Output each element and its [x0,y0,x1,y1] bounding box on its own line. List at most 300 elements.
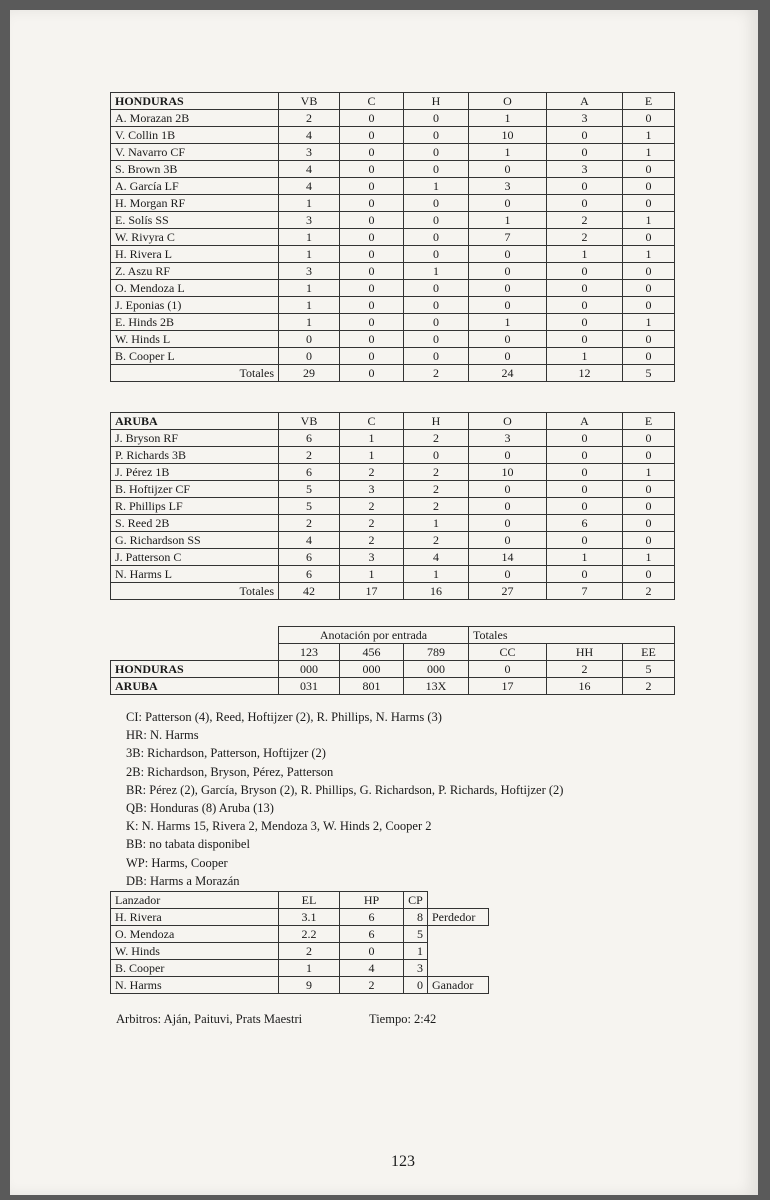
column-header: A [547,413,623,430]
score-cell: 000 [279,661,340,678]
stat-cell: 0 [404,331,469,348]
stat-cell: 1 [623,314,675,331]
stat-cell: 1 [623,144,675,161]
decision-label [428,943,489,960]
stat-cell: 0 [340,943,404,960]
stat-cell: 1 [469,110,547,127]
stat-cell: 0 [279,348,340,365]
stat-cell: 14 [469,549,547,566]
player-name: S. Brown 3B [111,161,279,178]
stat-cell: 0 [404,447,469,464]
stat-cell: 0 [340,144,404,161]
decision-label [428,926,489,943]
total-cell: 17 [340,583,404,600]
stat-cell: 0 [623,161,675,178]
stat-cell: 2 [340,532,404,549]
table-row [111,515,675,532]
stat-cell: 0 [340,348,404,365]
stat-cell: 1 [469,314,547,331]
table-row [111,464,675,481]
stat-cell: 2 [279,110,340,127]
stat-cell: 0 [340,280,404,297]
table-row [111,960,489,977]
stat-cell: 0 [623,532,675,549]
total-col-header: CC [469,644,547,661]
table-row [111,481,675,498]
column-header [428,892,489,909]
stat-cell: 3 [279,212,340,229]
stat-cell: 0 [404,161,469,178]
player-name: J. Pérez 1B [111,464,279,481]
stat-cell: 4 [279,178,340,195]
total-cell: 2 [404,365,469,382]
player-name: J. Bryson RF [111,430,279,447]
stat-cell: 2 [404,532,469,549]
stat-cell: 3 [279,263,340,280]
stat-cell: 0 [469,161,547,178]
stat-cell: 0 [547,144,623,161]
total-col-header: HH [547,644,623,661]
linescore-row [111,661,675,678]
aruba-totals-row [111,583,675,600]
stat-cell: 0 [623,331,675,348]
stat-cell: 1 [623,127,675,144]
stat-cell: 0 [469,246,547,263]
stat-cell: 1 [404,943,428,960]
player-name: A. García LF [111,178,279,195]
column-header: VB [279,93,340,110]
stat-cell: 0 [547,498,623,515]
table-row [111,263,675,280]
stat-cell: 0 [547,331,623,348]
stat-cell: 3 [469,178,547,195]
stat-cell: 0 [623,110,675,127]
note-line: WP: Harms, Cooper [126,855,228,870]
stat-cell: 1 [404,566,469,583]
stat-cell: 0 [340,314,404,331]
stat-cell: 6 [340,926,404,943]
stat-cell: 0 [404,348,469,365]
stat-cell: 2 [340,464,404,481]
stat-cell: 1 [279,280,340,297]
stat-cell: 1 [279,246,340,263]
stat-cell: 4 [279,127,340,144]
team-name: ARUBA [111,678,279,695]
player-name: J. Patterson C [111,549,279,566]
stat-cell: 0 [623,297,675,314]
stat-cell: 4 [404,549,469,566]
stat-cell: 0 [404,246,469,263]
player-name: S. Reed 2B [111,515,279,532]
stat-cell: 0 [340,127,404,144]
column-header: C [340,413,404,430]
score-cell: 0 [469,661,547,678]
stat-cell: 0 [340,263,404,280]
stat-cell: 0 [547,178,623,195]
honduras-totals-row [111,365,675,382]
table-row [111,127,675,144]
stat-cell: 5 [279,481,340,498]
player-name: G. Richardson SS [111,532,279,549]
stat-cell: 6 [547,515,623,532]
stat-cell: 0 [404,280,469,297]
totals-label: Totales [111,583,279,600]
player-name: H. Rivera L [111,246,279,263]
pitcher-name: N. Harms [111,977,279,994]
honduras-header-row [111,93,675,110]
column-header: A [547,93,623,110]
stat-cell: 0 [623,178,675,195]
table-row [111,977,489,994]
table-row [111,909,489,926]
stat-cell: 0 [340,229,404,246]
note-line: K: N. Harms 15, Rivera 2, Mendoza 3, W. Hinds 2, Cooper 2 [126,819,432,834]
stat-cell: 0 [623,430,675,447]
table-row [111,161,675,178]
stat-cell: 0 [469,348,547,365]
table-row [111,498,675,515]
table-row [111,297,675,314]
stat-cell: 4 [340,960,404,977]
column-header: H [404,93,469,110]
stat-cell: 0 [547,314,623,331]
stat-cell: 6 [340,909,404,926]
stat-cell: 0 [547,280,623,297]
total-cell: 27 [469,583,547,600]
player-name: O. Mendoza L [111,280,279,297]
stat-cell: 6 [279,549,340,566]
stat-cell: 0 [340,246,404,263]
column-header: H [404,413,469,430]
totals-label: Totales [111,365,279,382]
inning-group: 456 [340,644,404,661]
stat-cell: 2 [404,481,469,498]
score-cell: 031 [279,678,340,695]
stat-cell: 1 [623,246,675,263]
stat-cell: 0 [623,195,675,212]
stat-cell: 6 [279,464,340,481]
stat-cell: 0 [469,297,547,314]
stat-cell: 0 [623,447,675,464]
team-name: HONDURAS [111,93,279,110]
table-row [111,280,675,297]
stat-cell: 0 [340,161,404,178]
score-cell: 13X [404,678,469,695]
column-header: VB [279,413,340,430]
stat-cell: 0 [547,447,623,464]
stat-cell: 0 [469,498,547,515]
linescore-totals-header: Totales [469,627,675,644]
stat-cell: 1 [547,246,623,263]
player-name: V. Navarro CF [111,144,279,161]
table-row [111,943,489,960]
scanned-book-page [10,10,758,1195]
stat-cell: 1 [279,297,340,314]
stat-cell: 0 [404,977,428,994]
stat-cell: 0 [469,515,547,532]
column-header: O [469,413,547,430]
table-row [111,348,675,365]
decision-label: Perdedor [428,909,489,926]
stat-cell: 0 [623,498,675,515]
stat-cell: 0 [404,297,469,314]
column-header: EL [279,892,340,909]
stat-cell: 2 [547,212,623,229]
stat-cell: 0 [623,280,675,297]
player-name: A. Morazan 2B [111,110,279,127]
table-row [111,549,675,566]
table-row [111,447,675,464]
stat-cell: 0 [623,229,675,246]
stat-cell: 0 [547,297,623,314]
player-name: V. Collin 1B [111,127,279,144]
stat-cell: 3 [340,481,404,498]
linescore-table [110,626,675,695]
stat-cell: 2 [547,229,623,246]
table-row [111,331,675,348]
stat-cell: 0 [469,280,547,297]
table-row [111,110,675,127]
stat-cell: 0 [340,178,404,195]
column-header: E [623,93,675,110]
table-row [111,314,675,331]
stat-cell: 9 [279,977,340,994]
stat-cell: 3 [404,960,428,977]
total-cell: 29 [279,365,340,382]
note-line: 3B: Richardson, Patterson, Hoftijzer (2) [126,746,326,761]
table-row [111,246,675,263]
stat-cell: 0 [623,348,675,365]
stat-cell: 1 [279,229,340,246]
pitcher-name: O. Mendoza [111,926,279,943]
umpires-line: Arbitros: Aján, Paituvi, Prats Maestri [116,1012,303,1026]
stat-cell: 0 [623,566,675,583]
stat-cell: 0 [469,566,547,583]
stat-cell: 0 [340,195,404,212]
player-name: W. Rivyra C [111,229,279,246]
table-row [111,532,675,549]
note-line: QB: Honduras (8) Aruba (13) [126,801,274,816]
stat-cell: 0 [404,144,469,161]
stat-cell: 2.2 [279,926,340,943]
column-header: Lanzador [111,892,279,909]
stat-cell: 2 [279,447,340,464]
stat-cell: 5 [279,498,340,515]
stat-cell: 1 [547,348,623,365]
stat-cell: 3 [547,110,623,127]
stat-cell: 1 [340,447,404,464]
stat-cell: 0 [404,212,469,229]
player-name: J. Eponias (1) [111,297,279,314]
decision-label: Ganador [428,977,489,994]
note-line: CI: Patterson (4), Reed, Hoftijzer (2), R. Phillips, N. Harms (3) [126,710,442,724]
score-cell: 17 [469,678,547,695]
pitcher-name: H. Rivera [111,909,279,926]
game-time: Tiempo: 2:42 [369,1012,437,1026]
stat-cell: 1 [279,314,340,331]
column-header: O [469,93,547,110]
total-cell: 16 [404,583,469,600]
stat-cell: 7 [469,229,547,246]
stat-cell: 1 [469,144,547,161]
team-name: HONDURAS [111,661,279,678]
stat-cell: 0 [340,212,404,229]
stat-cell: 2 [279,515,340,532]
stat-cell: 8 [404,909,428,926]
stat-cell: 2 [340,977,404,994]
pitcher-name: W. Hinds [111,943,279,960]
stat-cell: 0 [547,127,623,144]
stat-cell: 0 [469,195,547,212]
stat-cell: 2 [404,464,469,481]
player-name: N. Harms L [111,566,279,583]
stat-cell: 6 [279,566,340,583]
stat-cell: 10 [469,127,547,144]
player-name: E. Hinds 2B [111,314,279,331]
stat-cell: 0 [623,515,675,532]
stat-cell: 3.1 [279,909,340,926]
score-cell: 2 [623,678,675,695]
stat-cell: 0 [623,481,675,498]
stat-cell: 0 [547,532,623,549]
pitcher-name: B. Cooper [111,960,279,977]
stat-cell: 6 [279,430,340,447]
score-cell: 16 [547,678,623,695]
stat-cell: 1 [404,263,469,280]
stat-cell: 1 [469,212,547,229]
pitching-table [110,891,489,994]
total-cell: 24 [469,365,547,382]
stat-cell: 0 [279,331,340,348]
score-cell: 2 [547,661,623,678]
table-row [111,926,489,943]
stat-cell: 1 [623,549,675,566]
stat-cell: 0 [340,110,404,127]
stat-cell: 0 [404,314,469,331]
stat-cell: 2 [279,943,340,960]
stat-cell: 0 [340,331,404,348]
team-name: ARUBA [111,413,279,430]
column-header: C [340,93,404,110]
player-name: Z. Aszu RF [111,263,279,280]
stat-cell: 0 [469,481,547,498]
stat-cell: 1 [623,464,675,481]
stat-cell: 0 [547,195,623,212]
score-cell: 801 [340,678,404,695]
aruba-batting-table [110,412,675,600]
stat-cell: 1 [404,515,469,532]
player-name: P. Richards 3B [111,447,279,464]
table-row [111,229,675,246]
decision-label [428,960,489,977]
stat-cell: 0 [404,195,469,212]
pitching-header-row [111,892,489,909]
stat-cell: 3 [469,430,547,447]
total-cell: 7 [547,583,623,600]
table-row [111,566,675,583]
stat-cell: 1 [279,195,340,212]
stat-cell: 0 [547,430,623,447]
stat-cell: 10 [469,464,547,481]
stat-cell: 0 [404,229,469,246]
note-line: 2B: Richardson, Bryson, Pérez, Patterson [126,764,334,779]
stat-cell: 4 [279,532,340,549]
score-cell: 5 [623,661,675,678]
stat-cell: 1 [340,430,404,447]
stat-cell: 5 [404,926,428,943]
stat-cell: 0 [469,532,547,549]
stat-cell: 2 [340,515,404,532]
stat-cell: 0 [404,127,469,144]
table-row [111,178,675,195]
stat-cell: 0 [469,331,547,348]
stat-cell: 0 [547,464,623,481]
stat-cell: 0 [547,481,623,498]
aruba-header-row [111,413,675,430]
stat-cell: 0 [340,297,404,314]
stat-cell: 0 [623,263,675,280]
stat-cell: 1 [279,960,340,977]
player-name: B. Hoftijzer CF [111,481,279,498]
score-cell: 000 [340,661,404,678]
stat-cell: 2 [404,498,469,515]
player-name: H. Morgan RF [111,195,279,212]
stat-cell: 0 [469,263,547,280]
stat-cell: 1 [623,212,675,229]
stat-cell: 1 [547,549,623,566]
table-row [111,212,675,229]
inning-group: 123 [279,644,340,661]
stat-cell: 3 [547,161,623,178]
note-line: BR: Pérez (2), García, Bryson (2), R. Phillips, G. Richardson, P. Richards, Hoftijzer (2) [126,782,564,797]
total-cell: 0 [340,365,404,382]
stat-cell: 0 [469,447,547,464]
honduras-batting-table [110,92,675,382]
stat-cell: 2 [404,430,469,447]
player-name: W. Hinds L [111,331,279,348]
column-header: E [623,413,675,430]
stat-cell: 0 [404,110,469,127]
linescore-row [111,678,675,695]
total-cell: 42 [279,583,340,600]
stat-cell: 4 [279,161,340,178]
total-cell: 5 [623,365,675,382]
total-cell: 12 [547,365,623,382]
stat-cell: 0 [547,263,623,280]
inning-group: 789 [404,644,469,661]
stat-cell: 0 [547,566,623,583]
total-cell: 2 [623,583,675,600]
table-row [111,144,675,161]
note-line: DB: Harms a Morazán [126,873,240,888]
player-name: R. Phillips LF [111,498,279,515]
page-number: 123 [391,1153,415,1170]
linescore-innings-header: Anotación por entrada [279,627,469,644]
note-line: HR: N. Harms [126,728,199,743]
game-notes [126,708,563,890]
table-row [111,430,675,447]
score-cell: 000 [404,661,469,678]
player-name: E. Solís SS [111,212,279,229]
note-line: BB: no tabata disponibel [126,837,250,852]
stat-cell: 1 [404,178,469,195]
column-header: HP [340,892,404,909]
stat-cell: 1 [340,566,404,583]
column-header: CP [404,892,428,909]
stat-cell: 3 [340,549,404,566]
player-name: B. Cooper L [111,348,279,365]
stat-cell: 3 [279,144,340,161]
